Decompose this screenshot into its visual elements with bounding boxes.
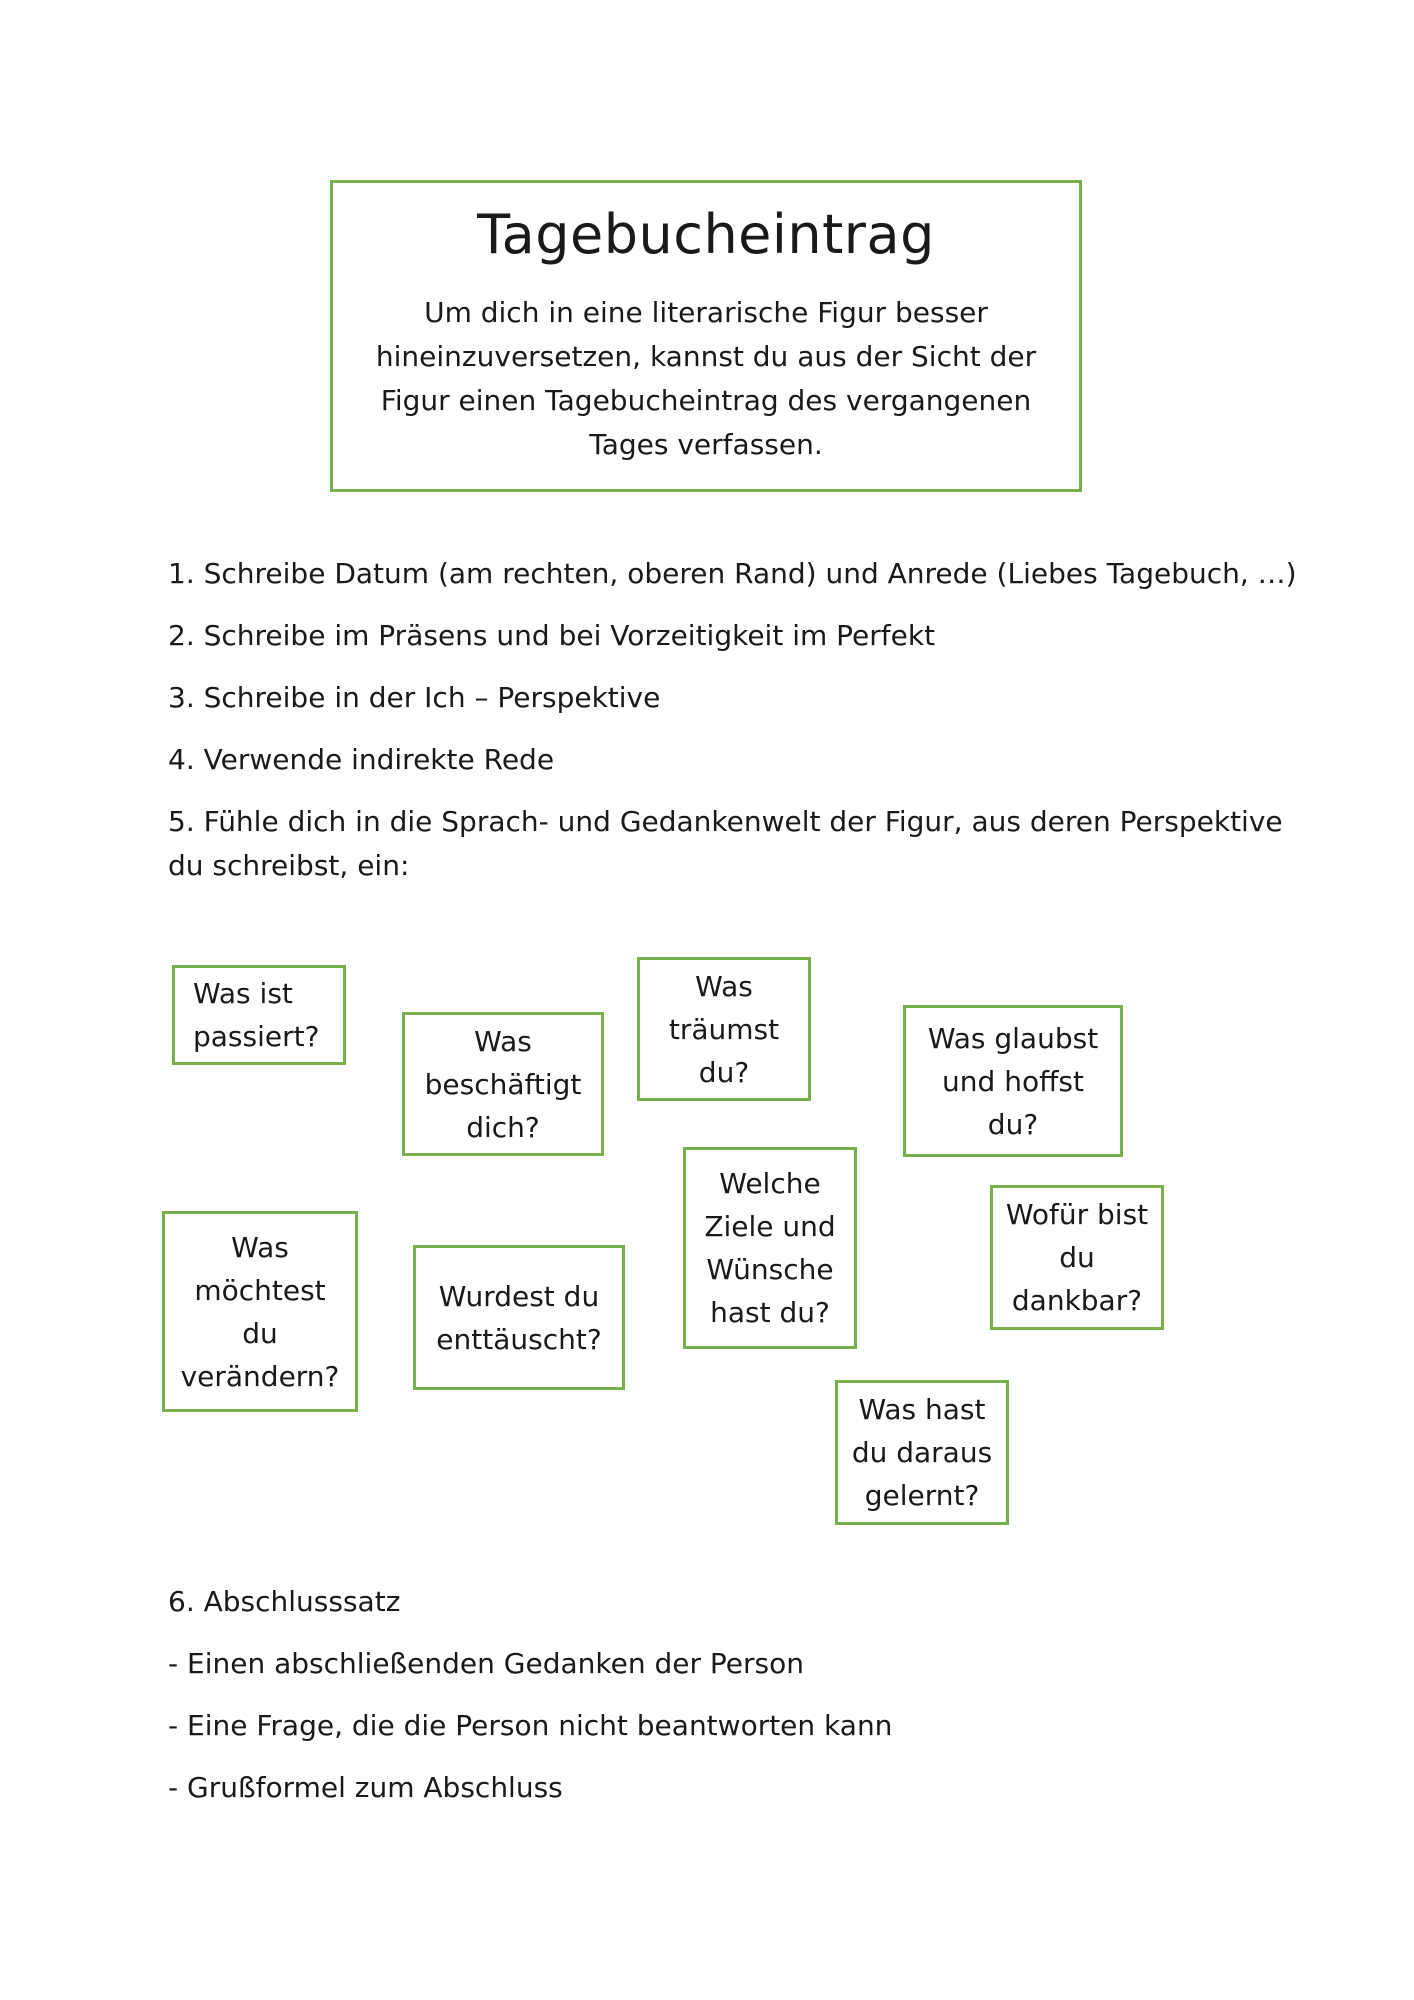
question-text: Wurdest du enttäuscht? — [436, 1279, 602, 1356]
closing-heading: 6. Abschlusssatz — [168, 1585, 401, 1618]
question-text: Welche Ziele und Wünsche hast du? — [704, 1167, 836, 1329]
question-box-dankbar — [990, 1185, 1164, 1330]
question-text: Was glaubst und hoffst du? — [927, 1021, 1099, 1141]
question-box-enttaeuscht — [413, 1245, 625, 1390]
question-box-traeumst — [637, 957, 811, 1101]
step-item: 2. Schreibe im Präsens und bei Vorzeitigkeit im Perfekt — [168, 619, 936, 652]
question-text: Wofür bist du dankbar? — [1005, 1198, 1149, 1317]
closing-list — [168, 1580, 1298, 1828]
page-title: Tagebucheintrag — [477, 203, 935, 266]
closing-item: - Eine Frage, die die Person nicht beantworten kann — [168, 1709, 893, 1742]
question-box-passiert — [172, 965, 346, 1065]
closing-item: - Grußformel zum Abschluss — [168, 1771, 563, 1804]
question-box-beschaeftigt — [402, 1012, 604, 1156]
intro-text: Um dich in eine literarische Figur besser hineinzuversetzen, kannst du aus der Sicht der Figur einen Tagebucheintrag des vergangenen Tages verfassen. — [375, 296, 1037, 461]
question-box-glaubst — [903, 1005, 1123, 1157]
question-text: Was möchtest du verändern? — [180, 1230, 340, 1393]
question-text: Was hast du daraus gelernt? — [851, 1393, 993, 1512]
question-box-veraendern — [162, 1211, 358, 1412]
question-box-gelernt — [835, 1380, 1009, 1525]
question-text: Was beschäftigt dich? — [424, 1024, 582, 1144]
question-text: Was träumst du? — [668, 969, 780, 1089]
title-box — [330, 180, 1082, 492]
step-item: 3. Schreibe in der Ich – Perspektive — [168, 681, 661, 714]
instruction-list — [168, 552, 1298, 906]
question-box-ziele — [683, 1147, 857, 1349]
closing-item: - Einen abschließenden Gedanken der Person — [168, 1647, 804, 1680]
step-item: 5. Fühle dich in die Sprach- und Gedankenwelt der Figur, aus deren Perspektive du schreibst, ein: — [168, 805, 1283, 882]
step-item: 4. Verwende indirekte Rede — [168, 743, 555, 776]
step-item: 1. Schreibe Datum (am rechten, oberen Rand) und Anrede (Liebes Tagebuch, …) — [168, 557, 1297, 590]
question-text: Was ist passiert? — [193, 977, 320, 1053]
